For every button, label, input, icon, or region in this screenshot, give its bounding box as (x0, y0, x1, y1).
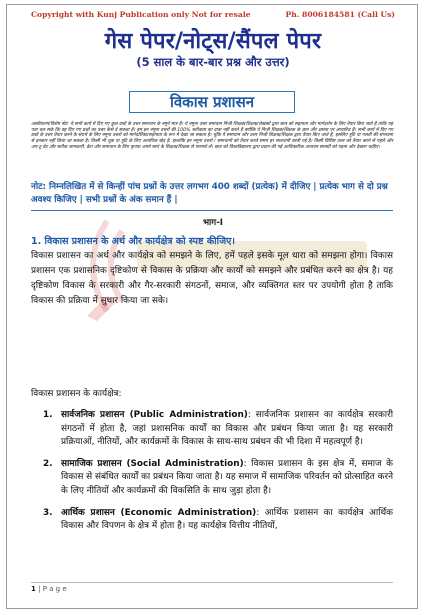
scope-list (43, 409, 393, 542)
list-item-number: 2. (43, 458, 53, 469)
list-item (43, 409, 393, 450)
list-item-heading: आर्थिक प्रशासन (Economic Administration) (61, 507, 257, 518)
copyright-text: Copyright with Kunj Publication only Not for resale (31, 10, 251, 19)
topic-heading-box (129, 91, 295, 113)
divider (31, 210, 393, 211)
document-page (6, 4, 418, 609)
list-item-text: : सार्वजनिक प्रशासन का कार्यक्षेत्र सरकारी संगठनों में होता है, जहां प्रशासनिक कार्यों का विकास और प्रबंधन किया जाता है। यह सरकारी प्रक्रियाओं, नीतियों, और कार्यक्रमों के विकास के साथ-साथ प्रबंधन की भी दिशा में महत्वपूर्ण है। (61, 410, 394, 448)
list-item-number: 3. (43, 507, 53, 518)
answer-paragraph: विकास प्रशासन का अर्थ और कार्यक्षेत्र को समझने के लिए, हमें पहले इसके मूल धारा को समझना होगा। विकास प्रशासन एक प्रशासनिक दृष्टिकोण से विकास के प्रक्रिया और कार्यों को समझने और प्रबंधित करने का क्षेत्र है। यह दृष्टिकोण विकास के सरकारी और गैर-सरकारी संगठनों, समाज, और व्यक्तिगत स्तर पर उपयोगी होता है ताकि विकास की प्रक्रिया में सुधार किया जा सके। (31, 251, 393, 306)
page-number: 1 (31, 585, 36, 593)
question-heading: 1. विकास प्रशासन के अर्थ और कार्यक्षेत्र को स्पष्ट कीजिए। (31, 236, 235, 247)
disclaimer-text: अस्वीकरण/विशेष नोट: ये सभी कार्य में दिए गए कुल प्रश्नों के उत्तर समाधान के नमूने मात्र हैं। ये नमूना उत्तर समाधान निजी शिक्षक/शिक्षक/लेखकों द्वारा छात्र को सहायता और मार्गदर्शन के लिए तैयार किए जाते हैं ताकि यह पता चल सके कि वह दिए गए प्रश्नों का उत्तर कैसे दे सकता है। हम इन नमूना उत्तरों की 100% सटीकता का दावा नहीं करते हैं क्योंकि ये निजी शिक्षक/शिक्षक के ज्ञान और क्षमता पर आधारित हैं। सभी कार्य में दिए गए प्रश्नों के उत्तर तैयार करने के संदर्भ के लिए नमूना उत्तरों को मार्गदर्शिका/सहायता के रूप में देखा जा सकता है। चूंकि ये समाधान और उत्तर निजी शिक्षक/शिक्षक द्वारा तैयार किए जाते हैं, इसलिए त्रुटि या गलती की संभावना से इनकार नहीं किया जा सकता है। किसी भी चूक या त्रुटि के लिए अत्यधिक खेद है, हालांकि इन नमूना उत्तरों / समाधानों को तैयार करते समय हर सावधानी बरती गई है। किसी विशिष्ट उत्तर को तैयार करने से पहले और अप-टू-डेट और सटीक जानकारी, डेटा और समाधान के लिए कृपया अपने स्वयं के शिक्षक/शिक्षक से परामर्श लें। छात्र को विश्वविद्यालय द्वारा प्रदान की गई आधिकारिक अध्ययन सामग्री को पढ़ना और देखना चाहिए। (31, 122, 393, 150)
list-item-heading: सामाजिक प्रशासन (Social Administration) (61, 458, 244, 469)
list-item-text: : आर्थिक प्रशासन का कार्यक्षेत्र आर्थिक विकास और विपणन के क्षेत्र में होता है। यह कार्यक्षेत्र वित्तीय नीतियों, (61, 507, 393, 532)
copyright-banner (31, 10, 395, 19)
list-item-text: : विकास प्रशासन के इस क्षेत्र में, समाज के विकास से संबंधित कार्यों का प्रबंधन किया जाता है। यह समाज में सामाजिक परिवर्तन को प्रोत्साहित करने के लिए नीतियों और कार्यक्रमों की विकसिति के साथ जुड़ा होता है। (61, 458, 394, 496)
scope-heading: विकास प्रशासन के कार्यक्षेत्र: (31, 389, 122, 399)
topic-heading: विकास प्रशासन (169, 93, 255, 111)
page-label: | P a g e (38, 585, 67, 593)
list-item (43, 507, 393, 534)
contact-phone: Ph. 8006184581 (Call Us) (285, 10, 395, 19)
instruction-note: नोट: निम्नलिखित में से किन्हीं पांच प्रश्नों के उत्तर लगभग 400 शब्दों (प्रत्येक) में दीजिए | प्रत्येक भाग से दो प्रश्न अवश्य किजिए | सभी प्रश्नों के अंक समान हैं | (31, 182, 388, 205)
page-title: गेस पेपर/नोट्स/सैंपल पेपर (104, 29, 322, 54)
page-footer (31, 585, 67, 593)
list-item (43, 458, 393, 499)
list-item-number: 1. (43, 410, 53, 420)
list-item-heading: सार्वजनिक प्रशासन (Public Administration) (61, 410, 248, 420)
footer-divider (31, 582, 393, 583)
section-label: भाग-I (202, 218, 224, 228)
page-subtitle: (5 साल के बार-बार प्रश्न और उत्तर) (136, 55, 290, 69)
